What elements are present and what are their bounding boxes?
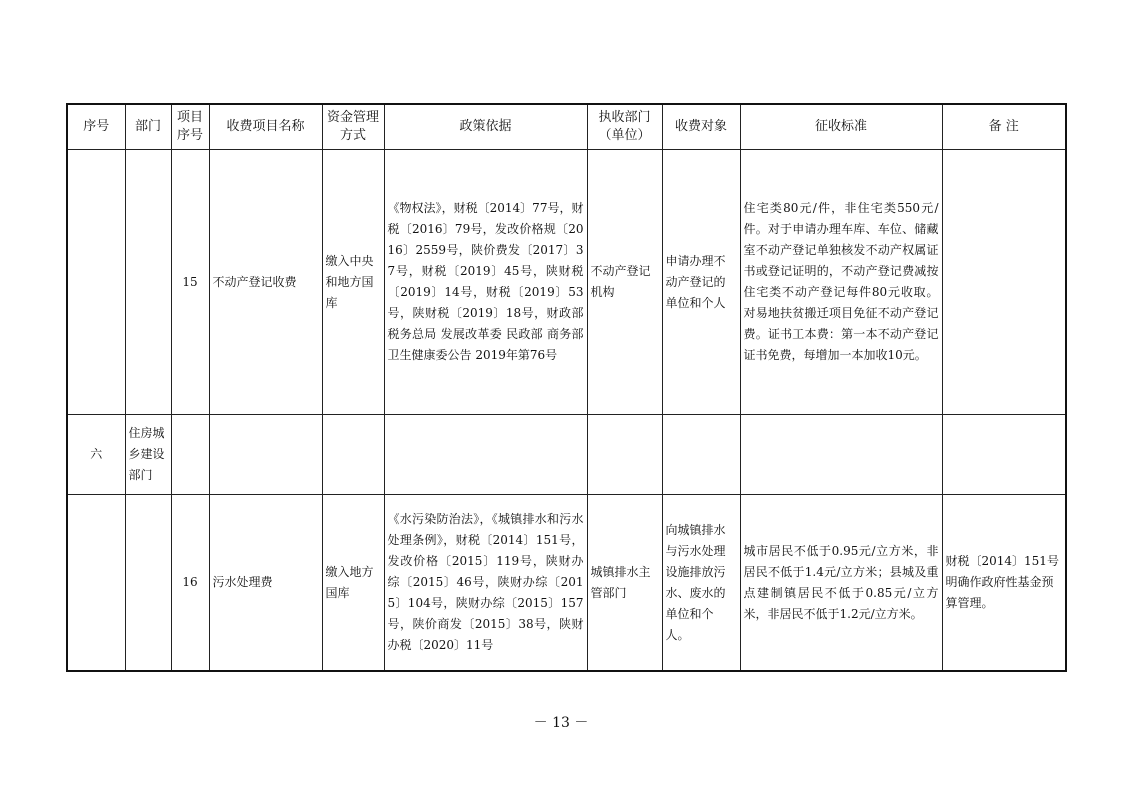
header-remark: 备 注: [942, 104, 1066, 150]
cell-remark: [942, 415, 1066, 495]
cell-collector: 城镇排水主管部门: [587, 495, 662, 672]
cell-policy: 《物权法》，财税〔2014〕77号，财税〔2016〕79号，发改价格规〔2016〕2559号，陕价费发〔2017〕37号，财税〔2019〕45号，陕财税〔2019〕14号，财税〔2019〕53号，陕财税〔2019〕18号，财政部 税务总局 发展改革委 民政部 商务部 卫生健康委公告 2019年第76号: [384, 150, 587, 415]
cell-item-seq: [171, 415, 209, 495]
cell-payer: [662, 415, 740, 495]
cell-fee-name: [209, 415, 322, 495]
cell-collector: 不动产登记机构: [587, 150, 662, 415]
cell-item-seq: 16: [171, 495, 209, 672]
table-row: [67, 495, 1066, 672]
cell-fund-mgmt: [322, 415, 384, 495]
cell-fund-mgmt: 缴入中央和地方国库: [322, 150, 384, 415]
cell-payer: 申请办理不动产登记的单位和个人: [662, 150, 740, 415]
cell-item-seq: 15: [171, 150, 209, 415]
cell-standard: [740, 415, 942, 495]
cell-fee-name: 不动产登记收费: [209, 150, 322, 415]
header-policy: 政策依据: [384, 104, 587, 150]
header-item-seq: 项目序号: [171, 104, 209, 150]
cell-remark: [942, 150, 1066, 415]
table-row: [67, 150, 1066, 415]
page-number: － 13 －: [533, 715, 589, 731]
fee-table: [66, 103, 1067, 672]
cell-seq: 六: [67, 415, 125, 495]
cell-dept: [125, 150, 171, 415]
header-fund-mgmt: 资金管理方式: [322, 104, 384, 150]
cell-dept: 住房城乡建设部门: [125, 415, 171, 495]
header-fee-name: 收费项目名称: [209, 104, 322, 150]
cell-remark: 财税〔2014〕151号明确作政府性基金预算管理。: [942, 495, 1066, 672]
header-row: [67, 104, 1066, 150]
header-seq: 序号: [67, 104, 125, 150]
cell-payer: 向城镇排水与污水处理设施排放污水、废水的单位和个人。: [662, 495, 740, 672]
header-standard: 征收标准: [740, 104, 942, 150]
cell-dept: [125, 495, 171, 672]
cell-seq: [67, 495, 125, 672]
cell-fee-name: 污水处理费: [209, 495, 322, 672]
cell-policy: [384, 415, 587, 495]
cell-collector: [587, 415, 662, 495]
cell-fund-mgmt: 缴入地方国库: [322, 495, 384, 672]
header-collector: 执收部门（单位）: [587, 104, 662, 150]
cell-seq: [67, 150, 125, 415]
cell-standard: 城市居民不低于0.95元/立方米，非居民不低于1.4元/立方米；县城及重点建制镇居民不低于0.85元/立方米，非居民不低于1.2元/立方米。: [740, 495, 942, 672]
cell-policy: 《水污染防治法》，《城镇排水和污水处理条例》，财税〔2014〕151号，发改价格〔2015〕119号，陕财办综〔2015〕46号，陕财办综〔2015〕104号，陕财办综〔2015〕157号，陕价商发〔2015〕38号，陕财办税〔2020〕11号: [384, 495, 587, 672]
header-payer: 收费对象: [662, 104, 740, 150]
table-row: [67, 415, 1066, 495]
cell-standard: 住宅类80元/件，非住宅类550元/件。对于申请办理车库、车位、储藏室不动产登记单独核发不动产权属证书或登记证明的，不动产登记费减按住宅类不动产登记每件80元收取。对易地扶贫搬迁项目免征不动产登记费。证书工本费：第一本不动产登记证书免费，每增加一本加收10元。: [740, 150, 942, 415]
header-dept: 部门: [125, 104, 171, 150]
